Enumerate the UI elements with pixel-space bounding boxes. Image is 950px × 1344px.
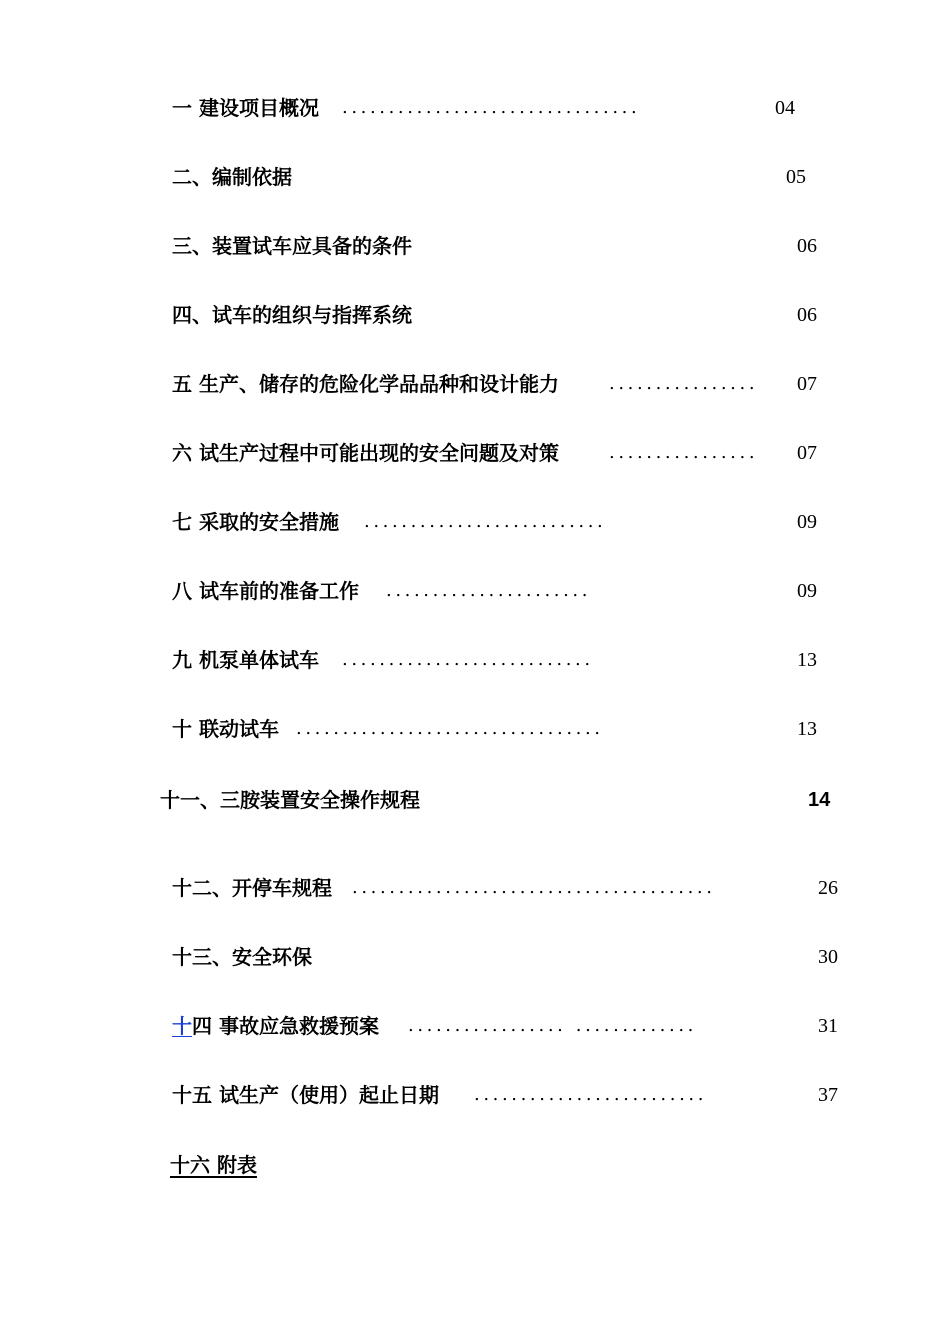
toc-leader-dots: .......................................: [352, 877, 716, 898]
toc-entry-page: 30: [818, 946, 838, 968]
toc-entry-11[interactable]: [160, 783, 850, 817]
toc-entry-page: 06: [797, 235, 817, 257]
toc-entry-label: 六 试生产过程中可能出现的安全问题及对策: [172, 441, 559, 465]
toc-entry-6[interactable]: [172, 436, 832, 470]
toc-entry-label: 十 联动试车: [172, 717, 279, 741]
toc-leader-dots: ................................: [342, 97, 641, 118]
toc-leader-dots: ................: [609, 373, 759, 394]
toc-entry-1[interactable]: [172, 91, 812, 125]
toc-entry-14[interactable]: [172, 1009, 852, 1043]
toc-entry-page: 14: [808, 789, 831, 811]
toc-entry-label: 四、试车的组织与指挥系统: [172, 303, 412, 327]
toc-entry-label: 七 采取的安全措施: [172, 510, 339, 534]
toc-leader-dots: .................................: [296, 718, 604, 739]
toc-entry-page: 09: [797, 580, 817, 602]
toc-entry-page: 13: [797, 718, 817, 740]
toc-entry-page: 04: [775, 97, 795, 119]
toc-entry-label: [172, 1009, 379, 1043]
toc-entry-page: 07: [797, 373, 817, 395]
toc-leader-dots: .........................: [474, 1084, 708, 1105]
toc-entry-page: 26: [818, 877, 838, 899]
toc-leader-dots: ..........................: [364, 511, 607, 532]
toc-entry-page: 06: [797, 304, 817, 326]
toc-leader-dots: ................: [609, 442, 759, 463]
toc-entry-label: 一 建设项目概况: [172, 96, 319, 120]
toc-entry-9[interactable]: [172, 643, 832, 677]
toc-entry-16[interactable]: [170, 1148, 470, 1182]
toc-entry-label: 三、装置试车应具备的条件: [172, 234, 412, 258]
toc-entry-page: 13: [797, 649, 817, 671]
toc-entry-label: 八 试车前的准备工作: [172, 579, 359, 603]
toc-entry-page: 07: [797, 442, 817, 464]
toc-entry-2[interactable]: [172, 160, 822, 194]
toc-entry-3[interactable]: [172, 229, 832, 263]
toc-entry-10[interactable]: [172, 712, 832, 746]
toc-entry-label-rest: 四 事故应急救援预案: [192, 1014, 379, 1038]
toc-leader-dots: ................. .............: [408, 1015, 697, 1036]
toc-entry-page: 31: [818, 1015, 838, 1037]
toc-entry-label: 十五 试生产（使用）起止日期: [172, 1083, 439, 1107]
toc-entry-5[interactable]: [172, 367, 832, 401]
toc-leader-dots: ...........................: [342, 649, 594, 670]
toc-entry-label: 十六 附表: [170, 1153, 257, 1177]
toc-entry-15[interactable]: [172, 1078, 852, 1112]
toc-entry-12[interactable]: [172, 871, 852, 905]
toc-entry-label: 十三、安全环保: [172, 945, 312, 969]
toc-entry-label: 十二、开停车规程: [172, 876, 332, 900]
toc-entry-label: 二、编制依据: [172, 165, 292, 189]
toc-entry-label: 十一、三胺装置安全操作规程: [160, 788, 420, 812]
toc-entry-4[interactable]: [172, 298, 832, 332]
toc-entry-page: 37: [818, 1084, 838, 1106]
toc-entry-label: 九 机泵单体试车: [172, 648, 319, 672]
toc-entry-7[interactable]: [172, 505, 832, 539]
toc-entry-13[interactable]: [172, 940, 852, 974]
toc-entry-page: 05: [786, 166, 806, 188]
toc-entry-label: 五 生产、储存的危险化学品品种和设计能力: [172, 372, 559, 396]
toc-leader-dots: ......................: [386, 580, 592, 601]
toc-entry-8[interactable]: [172, 574, 832, 608]
toc-entry-link[interactable]: 十: [172, 1014, 192, 1038]
toc-entry-page: 09: [797, 511, 817, 533]
